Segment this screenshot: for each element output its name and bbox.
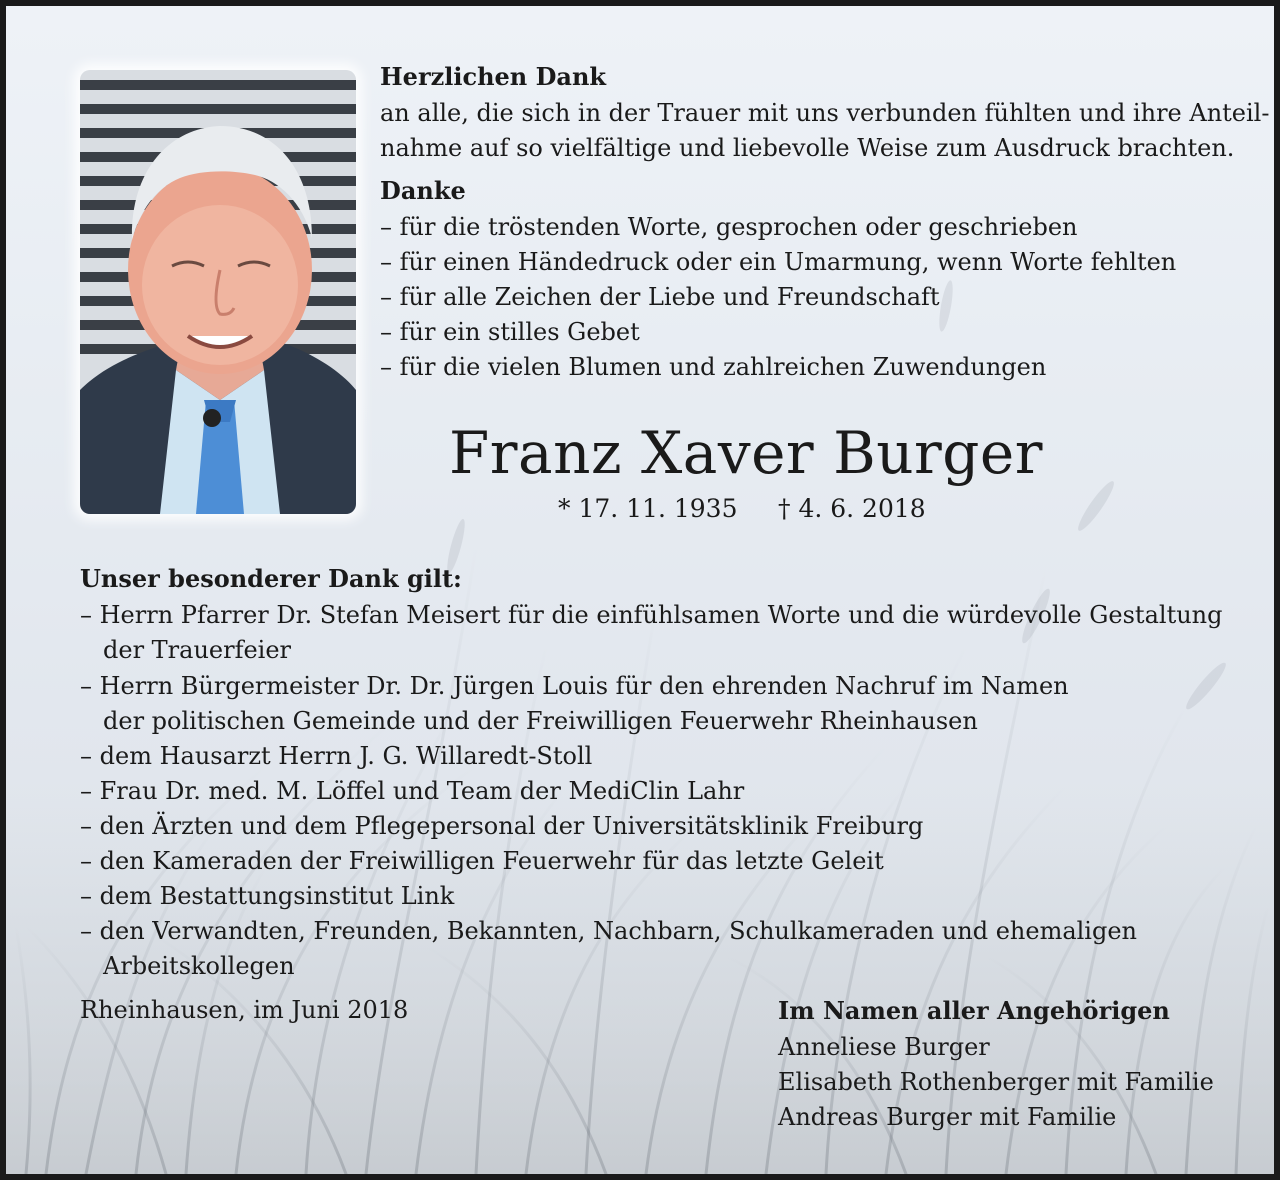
special-thanks-line: – dem Hausarzt Herrn J. G. Willaredt-Stoll bbox=[80, 742, 593, 770]
danke-item: – für einen Händedruck oder ein Umarmung, wenn Worte fehlten bbox=[380, 248, 1177, 276]
thanks-text-line: nahme auf so vielfältige und liebevolle Weise zum Ausdruck brachten. bbox=[380, 134, 1235, 162]
special-thanks-line: – Herrn Pfarrer Dr. Stefan Meisert für die einfühlsamen Worte und die würdevolle Gestaltung bbox=[80, 601, 1223, 629]
signatory: Andreas Burger mit Familie bbox=[778, 1103, 1117, 1131]
special-thanks-line: – dem Bestattungsinstitut Link bbox=[80, 882, 455, 910]
danke-item: – für ein stilles Gebet bbox=[380, 318, 640, 346]
thanks-heading: Herzlichen Dank bbox=[380, 62, 607, 91]
thanks-text-line: an alle, die sich in der Trauer mit uns verbunden fühlten und ihre Anteil- bbox=[380, 99, 1270, 127]
death-date: † 4. 6. 2018 bbox=[778, 494, 926, 523]
signature-heading: Im Namen aller Angehörigen bbox=[778, 996, 1170, 1025]
deceased-name: Franz Xaver Burger bbox=[449, 419, 1043, 487]
special-thanks-line: der politischen Gemeinde und der Freiwilligen Feuerwehr Rheinhausen bbox=[103, 707, 978, 735]
special-thanks-line: – den Ärzten und dem Pflegepersonal der Universitätsklinik Freiburg bbox=[80, 812, 924, 840]
special-thanks-line: Arbeitskollegen bbox=[103, 952, 295, 980]
danke-item: – für alle Zeichen der Liebe und Freundschaft bbox=[380, 283, 940, 311]
special-thanks-line: – Herrn Bürgermeister Dr. Dr. Jürgen Louis für den ehrenden Nachruf im Namen bbox=[80, 672, 1069, 700]
birth-date: * 17. 11. 1935 bbox=[558, 494, 738, 523]
special-thanks-line: – den Verwandten, Freunden, Bekannten, Nachbarn, Schulkameraden und ehemaligen bbox=[80, 917, 1138, 945]
special-thanks-heading: Unser besonderer Dank gilt: bbox=[80, 564, 462, 593]
special-thanks-line: der Trauerfeier bbox=[103, 636, 292, 664]
special-thanks-line: – Frau Dr. med. M. Löffel und Team der MediClin Lahr bbox=[80, 777, 745, 805]
text-content bbox=[6, 6, 1274, 1174]
danke-heading: Danke bbox=[380, 176, 466, 205]
special-thanks-line: – den Kameraden der Freiwilligen Feuerwehr für das letzte Geleit bbox=[80, 847, 884, 875]
place-date: Rheinhausen, im Juni 2018 bbox=[80, 996, 409, 1024]
signatory: Elisabeth Rothenberger mit Familie bbox=[778, 1068, 1214, 1096]
danke-item: – für die tröstenden Worte, gesprochen oder geschrieben bbox=[380, 213, 1078, 241]
signatory: Anneliese Burger bbox=[778, 1033, 990, 1061]
danke-item: – für die vielen Blumen und zahlreichen Zuwendungen bbox=[380, 353, 1047, 381]
